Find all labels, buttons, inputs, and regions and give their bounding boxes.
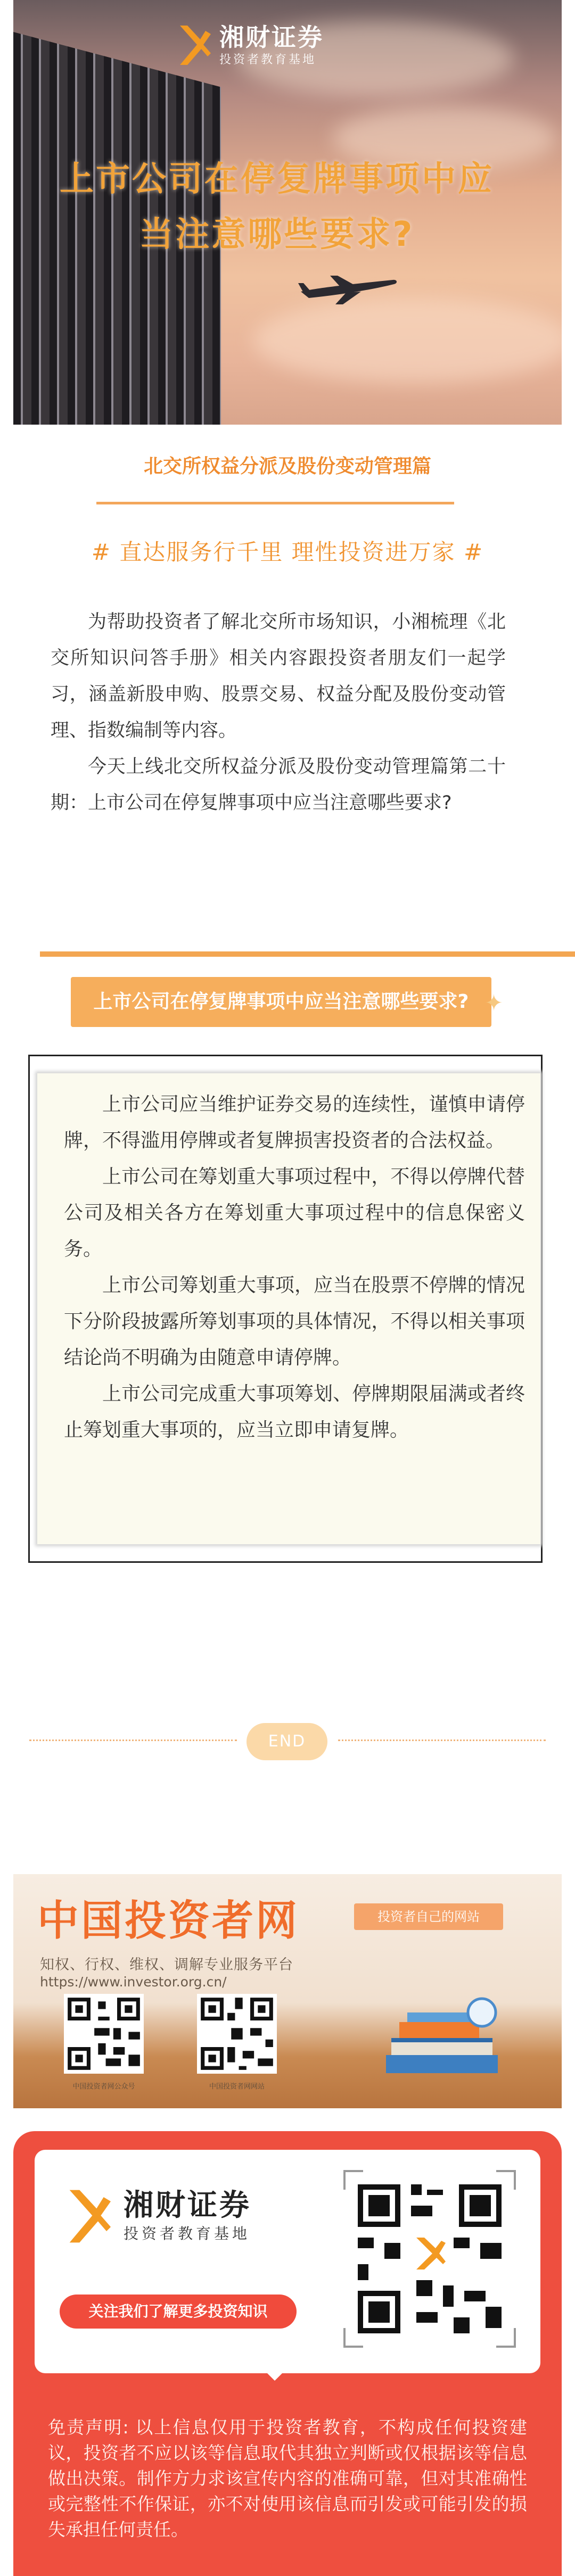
- speech-notch: [261, 2367, 289, 2381]
- disclaimer-text: 免责声明: 以上信息仅用于投资者教育，不构成任何投资建议，投资者不应以该等信息取代其独立判断或仅根据该等信息做出决策。制作方力求该宣传内容的准确可靠，但对其准确性或完整性不作保证，亦不对使用该信息而引发或可能引发的损失承担任何责任。: [48, 2417, 527, 2540]
- ad-tag: 投资者自己的网站: [354, 1903, 503, 1930]
- airplane-icon: [298, 271, 399, 309]
- divider: [96, 502, 454, 504]
- follow-us-button[interactable]: 关注我们了解更多投资知识: [60, 2295, 297, 2329]
- question-banner: 上市公司在停复牌事项中应当注意哪些要求?: [71, 977, 491, 1027]
- answer-paragraph: 上市公司筹划重大事项，应当在股票不停牌的情况下分阶段披露所筹划事项的具体情况，不得以相关事项结论尚不明确为由随意申请停牌。: [64, 1274, 525, 1369]
- answer-paragraph: 上市公司应当维护证券交易的连续性，谨慎申请停牌，不得滥用停牌或者复牌损害投资者的合法权益。: [64, 1094, 525, 1152]
- ad-title: 中国投资者网: [37, 1897, 300, 1945]
- answer-paragraph: 上市公司在筹划重大事项过程中，不得以停牌代替公司及相关各方在筹划重大事项过程中的信息保密义务。: [64, 1166, 525, 1260]
- qr-code: [197, 1994, 277, 2076]
- qr-caption: 中国投资者网网站: [209, 2083, 265, 2091]
- section-divider: [40, 951, 575, 957]
- brand-logo-icon: [176, 23, 214, 67]
- brand-subtitle: 投资者教育基地: [219, 53, 317, 67]
- investor-ad-banner[interactable]: [13, 1874, 562, 2108]
- end-divider-right: [338, 1740, 546, 1741]
- brand-logo: [176, 23, 324, 67]
- intro-paragraph: 为帮助投资者了解北交所市场知识，小湘梳理《北交所知识问答手册》相关内容跟投资者朋友们一起学习，涵盖新股申购、股票交易、权益分配及股份变动管理、指数编制等内容。: [51, 611, 506, 741]
- series-subtitle: 北交所权益分派及股份变动管理篇: [143, 455, 431, 477]
- footer-brand-name: 湘财证券: [124, 2188, 251, 2223]
- ad-tagline: 知权、行权、维权、调解专业服务平台: [40, 1957, 293, 1973]
- qr-caption: 中国投资者网公众号: [72, 2083, 135, 2091]
- title-line-1: 上市公司在停复牌事项中应: [60, 160, 494, 199]
- footer-brand-logo: [64, 2187, 251, 2246]
- answer-paragraph: 上市公司完成重大事项筹划、停牌期限届满或者终止筹划重大事项的，应当立即申请复牌。: [64, 1383, 525, 1441]
- answer-text: [64, 1087, 525, 1448]
- end-marker: END: [247, 1723, 327, 1760]
- intro-text: [51, 604, 506, 821]
- footer-brand-subtitle: 投资者教育基地: [124, 2225, 251, 2242]
- sparkle-icon: ✦: [484, 990, 504, 1016]
- brand-name: 湘财证券: [219, 22, 324, 52]
- brand-logo-icon: [64, 2187, 115, 2246]
- intro-paragraph: 今天上线北交所权益分派及股份变动管理篇第二十期：上市公司在停复牌事项中应当注意哪些要求?: [51, 756, 506, 814]
- qr-code-icon: [197, 1994, 277, 2074]
- end-divider-left: [29, 1740, 237, 1741]
- wechat-qr-code: [342, 2168, 518, 2349]
- ad-url: https://www.investor.org.cn/: [40, 1974, 227, 1990]
- qr-code: [64, 1994, 144, 2076]
- slogan-hashtag: # 直达服务行千里 理性投资进万家 #: [91, 539, 484, 565]
- books-icon: [375, 1991, 514, 2087]
- page-title: [27, 152, 527, 262]
- qr-code-icon: [64, 1994, 144, 2074]
- title-line-2: 当注意哪些要求?: [139, 215, 415, 254]
